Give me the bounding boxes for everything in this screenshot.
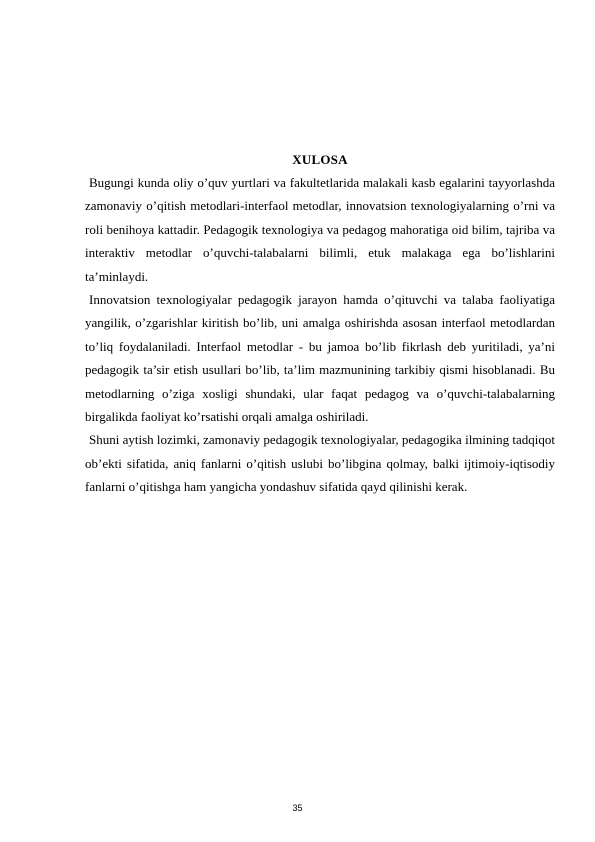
paragraph-1: Bugungi kunda oliy o’quv yurtlari va fakultetlarida malakali kasb egalarini tayyorlashda zamonaviy o’qitish metodlari-interfaol metodlar, innovatsion texnologiyalarning o’rni va roli benihoya kattadir. Pedagogik texnologiya va pedagog mahoratiga oid bilim, tajriba va interaktiv metodlar o’quvchi-talabalarni bilimli, etuk malakaga ega bo’lishlarini ta’minlaydi. <box>85 175 555 284</box>
document-body <box>85 149 555 499</box>
section-title: XULOSA <box>292 152 348 167</box>
paragraph-3: Shuni aytish lozimki, zamonaviy pedagogik texnologiyalar, pedagogika ilmining tadqiqot ob’ekti sifatida, aniq fanlarni o’qitish uslubi bo’libgina qolmay, balki ijtimoiy-iqtisodiy fanlarni o’qitishga ham yangicha yondashuv sifatida qayd qilinishi kerak. <box>85 432 555 495</box>
paragraph-2: Innovatsion texnologiyalar pedagogik jarayon hamda o’qituvchi va talaba faoliyatiga yangilik, o’zgarishlar kiritish bo’lib, uni amalga oshirishda asosan interfaol metodlardan to’liq foydalaniladi. Interfaol metodlar - bu jamoa bo’lib fikrlash deb yuritiladi, ya’ni pedagogik ta’sir etish usullari bo’lib, ta’lim mazmunining tarkibiy qismi hisoblanadi. Bu metodlarning o’ziga xosligi shundaki, ular faqat pedagog va o’quvchi-talabalarning birgalikda faoliyat ko’rsatishi orqali amalga oshiriladi. <box>85 292 555 425</box>
page-number: 35 <box>292 803 303 813</box>
